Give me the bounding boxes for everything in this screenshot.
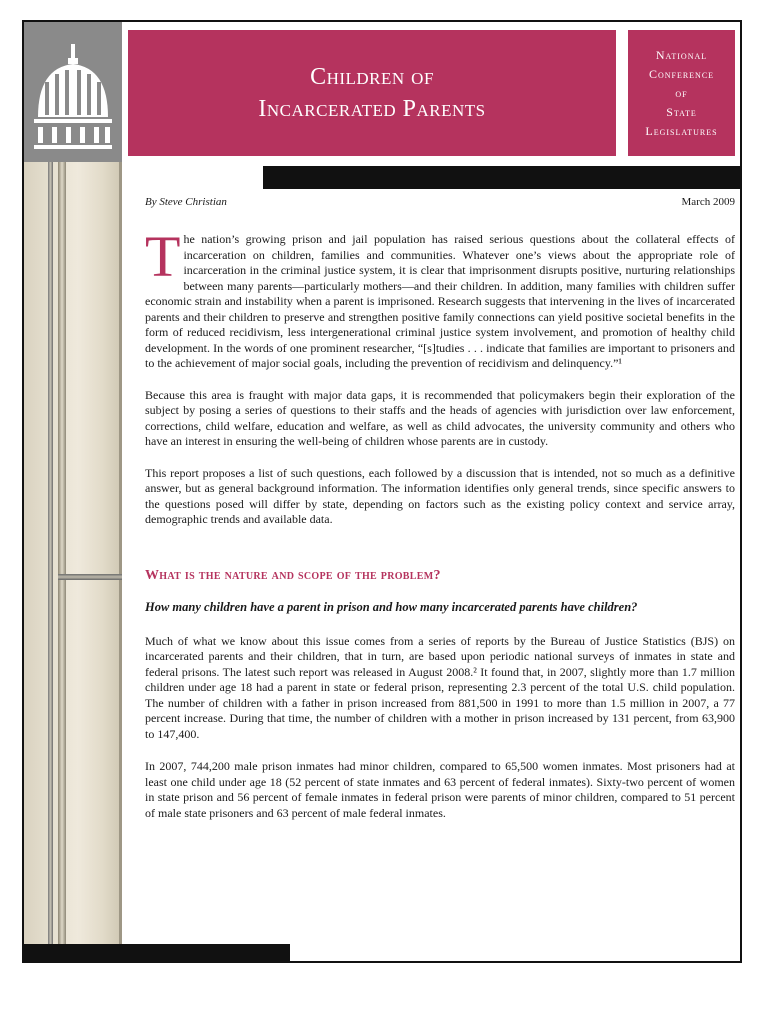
cover-photo-bars	[24, 162, 122, 944]
intro-paragraph-3: This report proposes a list of such questions, each followed by a discussion that is intended, not so much as a definitive answer, but as general background information. The information identifies only general trends, since specific answers to the questions posed will differ by state, depending on factors such as the existing policy context and service array, demographic trends and available data.	[145, 465, 735, 526]
report-title-line1: Children of	[310, 64, 434, 90]
section-paragraph-1: Much of what we know about this issue comes from a series of reports by the Bureau of Justice Statistics (BJS) on incarcerated parents and their children, that in turn, are based upon periodic national surveys of inmates in state and federal prisons. The latest such report was released in August 2008.² It found that, in 2007, slightly more than 1.7 million children under age 18 had a parent in state or federal prison, representing 2.3 percent of the total U.S. child population. The number of children with a father in prison increased from 881,500 in 1991 to more than 1.5 million in 2007, a 77 percent increase. During that time, the number of children with a mother in prison increased by 131 percent, from 63,900 to 147,400.	[145, 633, 735, 741]
report-title-block	[128, 30, 616, 156]
intro-paragraph-1-text: he nation’s growing prison and jail population has raised serious questions about the collateral effects of incarceration on children, families and communities. Whatever one’s views about the appropriate role of incarceration in the criminal justice system, it is clear that imprisonment disrupts positive, nurturing relationships between many parents—particularly mothers—and their children. In addition, many families with children suffer economic strain and instability when a parent is imprisoned. Research suggests that intervening in the lives of incarcerated parents and their children to preserve and strengthen positive family connections can yield positive societal benefits in the form of reduced recidivism, less intergenerational criminal justice system involvement, and promotion of healthy child development. In the words of one prominent researcher, “[s]tudies . . . indicate that families are important to prisoners and to the achievement of major social goals, including the prevention of recidivism and delinquency.”¹	[145, 232, 735, 370]
drop-cap: T	[145, 224, 181, 289]
capitol-dome-logo	[24, 22, 122, 162]
photo-crossbar	[58, 574, 122, 580]
section-paragraph-2: In 2007, 744,200 male prison inmates had minor children, compared to 65,500 women inmates. Most prisoners had at least one child under age 18 (52 percent of state inmates and 63 percent of federal inmates). Sixty-two percent of women in state prison and 56 percent of female inmates in federal prison were parents of minor children, compared to 51 percent of male state prisoners and 63 percent of male federal inmates.	[145, 759, 735, 820]
capitol-dome-icon	[24, 22, 122, 162]
photo-bar	[48, 162, 53, 944]
org-name-line: Conference	[648, 66, 715, 81]
org-name-line: National	[655, 47, 708, 62]
intro-paragraph-1	[145, 224, 735, 372]
author-byline: By Steve Christian	[145, 196, 227, 208]
org-name-line: of	[675, 85, 688, 100]
bottom-black-bar	[22, 944, 290, 963]
report-title-line2: Incarcerated Parents	[258, 96, 486, 122]
publication-date: March 2009	[681, 196, 735, 208]
article-body	[145, 196, 735, 821]
org-name-line: Legislatures	[645, 123, 718, 138]
ncsl-name-block	[628, 30, 735, 156]
org-name-line: State	[666, 104, 697, 119]
intro-paragraph-2: Because this area is fraught with major data gaps, it is recommended that policymakers begin their exploration of the subject by posing a series of questions to their staffs and the heads of agencies with jurisdiction over law enforcement, corrections, child welfare, education and welfare, as well as child advocates, the university community and others who have an interest in ensuring the well-being of children whose parents are in custody.	[145, 387, 735, 448]
photo-bar	[58, 162, 66, 944]
section-subheading: How many children have a parent in prison and how many incarcerated parents have children?	[145, 599, 638, 614]
photo-bar	[119, 162, 122, 944]
section-heading: What is the nature and scope of the problem?	[145, 567, 441, 583]
byline-row	[145, 196, 735, 216]
header-black-bar	[263, 166, 742, 189]
